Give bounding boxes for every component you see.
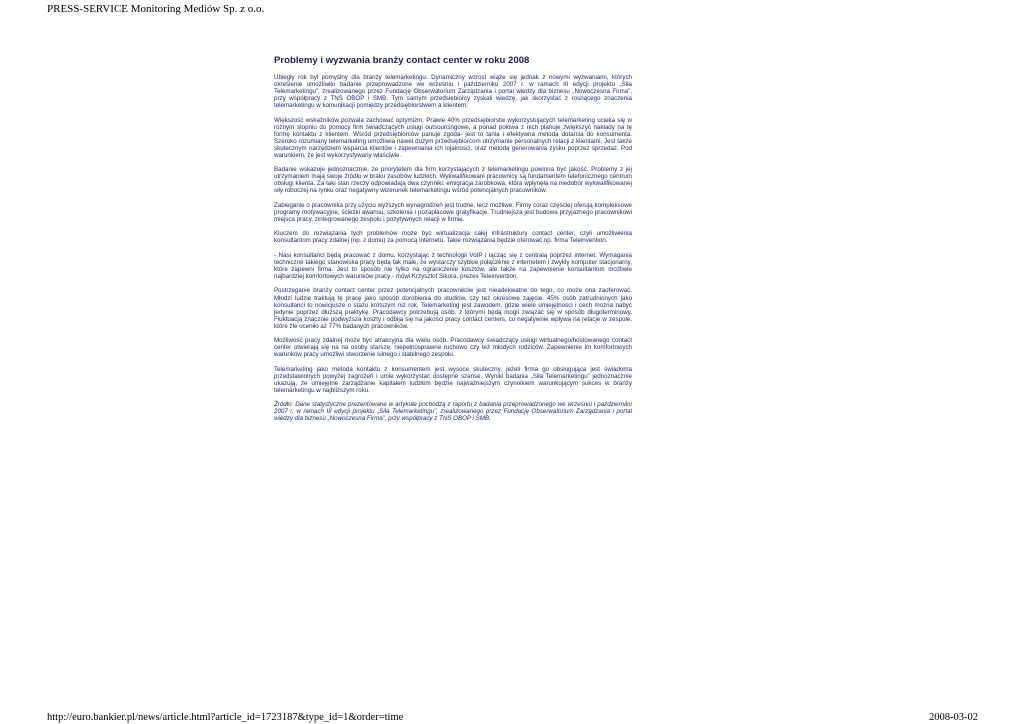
article-paragraph-1: Ubiegły rok był pomyślny dla branży telemarketingu. Dynamiczny wzrost wiąże się jednak z nowymi wyzwaniami, których określenie umożliwiło badanie przeprowadzone we wrześniu i październiku 2007 r. w ramach III edycji projektu „Siła Telemarketingu”, zrealizowanego przez Fundację Obserwatorium Zarządzania i portal wiedzy dla biznesu „Nowoczesna Firma”, przy współpracy z TNS OBOP i SMB. Tym samym przedsiębiorcy zyskali wiedzę, jak skorzystać z rosnącego znaczenia telemarketingu w komunikacji pomiędzy przedsiębiorstwem a klientem. [274,74,632,110]
article-paragraph-8: Możliwość pracy zdalnej może być atrakcyjna dla wielu osób. Pracodawcy świadczący usługi wirtualnego/hostowanego contact center otwierają się na na osoby starsze, niepełnosprawne ruchowo czy też młodych rodziców. Zapewnienie im komfortowych warunków pracy umożliwi stworzenie silnego i stabilnego zespołu. [274,337,632,359]
publisher-header: PRESS-SERVICE Monitoring Mediów Sp. z o.o. [47,3,265,15]
article-paragraph-5: Kluczem do rozwiązania tych problemów może być wirtualizacja całej infrastruktury contact center, czyli umożliwienia konsultantom pracy zdalnej (np. z domu) za pomocą internetu. Takie rozwiązania będzie oferować np. firma Teleinvention. [274,230,632,245]
article-title: Problemy i wyzwania branży contact center w roku 2008 [274,55,530,66]
article-paragraph-6: - Nasi konsultanci będą pracować z domu, korzystając z technologii VoIP i łącząc się z centralą poprzez internet. Wymagania techniczne takiego stanowiska pracy będą tak małe, że wystarczy szybkie połączenie z internetem i zwykły komputer stacjonarny, które zapewni firma. Jest to sposób nie tylko na ograniczenie kosztów, ale także na zapewnienie konsultantom możliwie najbardziej komfortowych warunków pracy - mówi Krzysztof Sikora, prezes Teleinvention. [274,251,632,281]
article-paragraph-4: Zabieganie o pracownika przy użyciu wyższych wynagrodzeń jest trudne, lecz możliwe. Firmy coraz częściej oferują kompleksowe programy motywacyjne, ścieżki awansu, szkolenia i pozapłacowe gratyfikacje. Trudniejsza jest budowa przyjaznego pracownikowi miejsca pracy, zintegrowanego zespołu i pozytywnych relacji w firmie. [274,201,632,223]
article-paragraph-2: Większość wskaźników pozwala zachować optymizm. Prawie 40% przedsiębiorstw wykorzystujących telemarketing ucieka się w różnym stopniu do pomocy firm świadczących usługi outsourcingowe, a ponad połowa z nich planuje zwiększyć nakłady na tę formę kontaktu z klientem. Wśród przedsiębiorców panuje zgoda- jest to tania i efektywna metoda dotarcia do konsumenta. Szeroko rozumiany telemarketing umożliwia nawet dużym przedsiębiorcom utrzymanie personalnych relacji z klientami. Jest także skutecznym narzędziem wsparcia klientów i zapewniania ich lojalności, oraz metodą generowania zysku poprzez sprzedaż. Pod warunkiem, że jest wykorzystywany właściwie. [274,116,632,159]
article-paragraph-9: Telemarketing jako metoda kontaktu z konsumentem jest wysoce skuteczny, jeżeli firma go obsługująca jest świadoma przedstawionych powyżej zagrożeń i umie wykorzystać dostępne szanse. Wyniki badania „Siła Telemarketingu” jednoznacznie ukazują, że umiejętne zarządzanie kapitałem ludzkim będzie najważniejszym czynnikiem warunkującym sukces w branży telemarketingu w najbliższym roku. [274,365,632,394]
print-date: 2008-03-02 [929,712,978,723]
article [274,55,632,430]
source-note: Źródło: Dane statystyczne prezentowane w artykule pochodzą z raportu z badania przeprowadzonego we wrześniu i październiku 2007 r. w ramach III edycji projektu „Siła Telemarketingu”, zrealizowanego przez Fundację Obserwatorium Zarządzania i portal wiedzy dla biznesu „Nowoczesna Firma”, przy współpracy z TNS OBOP i SMB. [274,401,632,423]
source-url-link[interactable]: http://euro.bankier.pl/news/article.html?article_id=1723187&type_id=1&order=time [47,712,404,723]
article-paragraph-3: Badanie wskazuje jednoznacznie, że priorytetem dla firm korzystających z telemarketingu powinna być jakość. Problemy z jej utrzymaniem mają swoje źródło w braku zasobów ludzkich. Wykwalifikowani pracownicy są fundamentem telefonicznego centrum obsługi klienta. Za taki stan rzeczy odpowiadają dwa czynniki: emigracja zarobkowa, która wpłynęła na niedobór wykwalifikowanej siły roboczej na rynku oraz negatywny wizerunek telemarketingu wśród potencjalnych pracowników. [274,166,632,195]
article-paragraph-7: Postrzeganie branży contact center przez potencjalnych pracowników jest nieadekwatne do tego, co może ona zaoferować. Młodzi ludzie traktują tę pracę jako sposób dorobienia do studiów, czy też okresowe zajęcie. 45% osób zatrudnionych jako konsultanci to nowicjusze o stażu krótszym niż rok. Telemarketing jest zawodem, gdzie wiele umiejętności i cech można nabyć jedynie poprzez dłuższą praktykę. Pracodawcy potrzebują osób, z którymi będą mogli związać się w sposób długoterminowy. Fluktuacja znacznie podwyższa koszty i odbija się na jakości pracy contact centers, co negatywnie wpływa na relacje w zespole, które źle oceniło aż 77% badanych pracowników. [274,287,632,330]
